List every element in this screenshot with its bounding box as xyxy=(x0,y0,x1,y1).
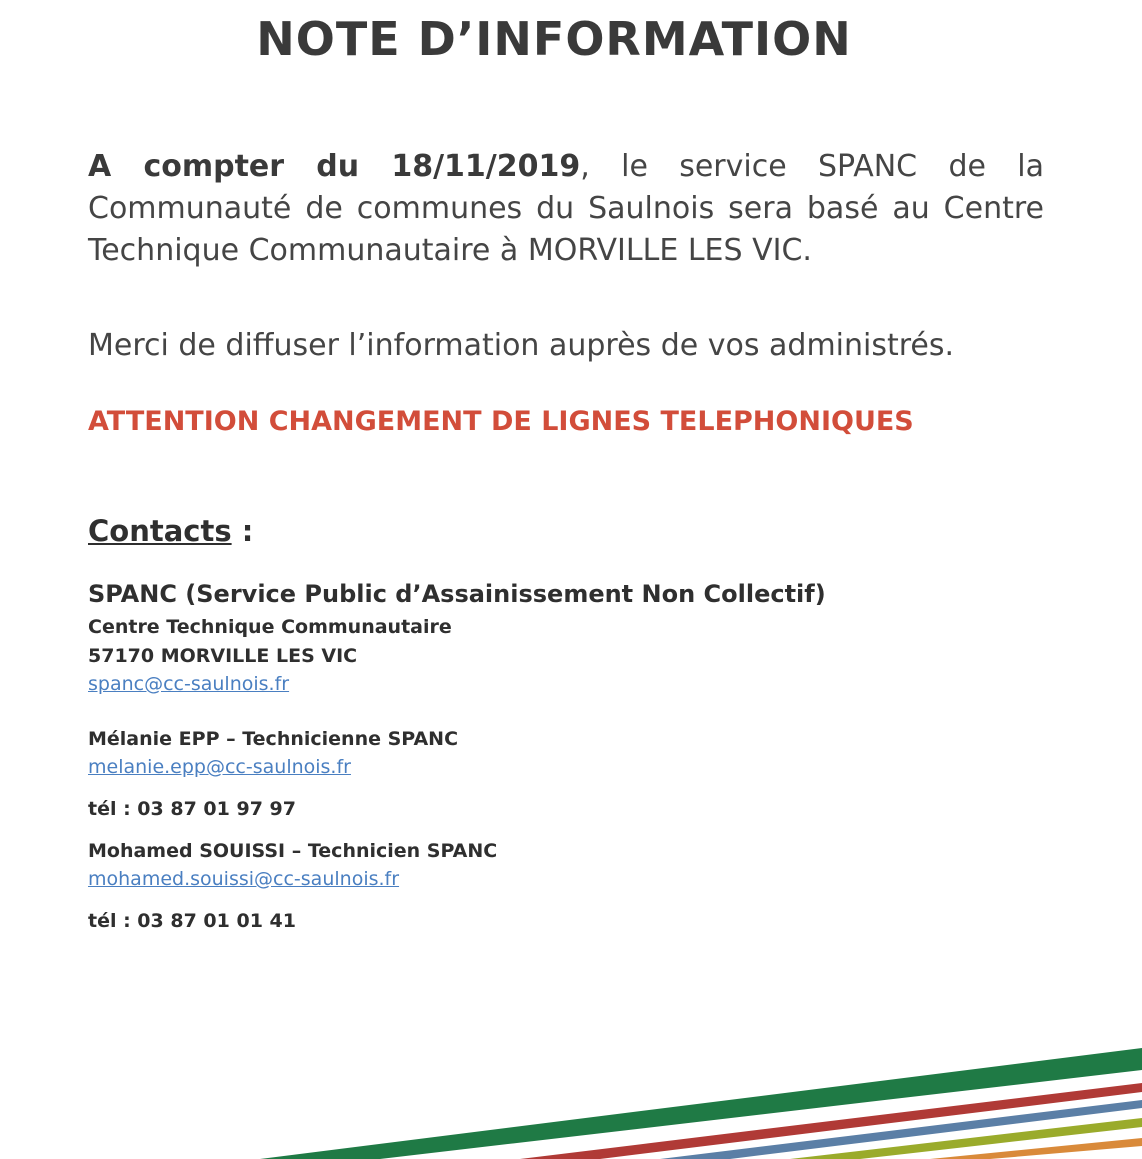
contacts-heading-label: Contacts xyxy=(88,514,232,548)
intro-paragraph xyxy=(88,146,1044,272)
contact-phone-melanie: tél : 03 87 01 97 97 xyxy=(88,798,296,820)
stripe-blue xyxy=(660,1100,1142,1159)
org-address-line2: 57170 MORVILLE LES VIC xyxy=(88,645,358,667)
contact-name-mohamed: Mohamed SOUISSI – Technicien SPANC xyxy=(88,840,498,862)
stripe-lime xyxy=(790,1118,1142,1159)
contact-phone-mohamed: tél : 03 87 01 01 41 xyxy=(88,910,296,932)
stripe-green xyxy=(260,1048,1142,1159)
diffusion-request: Merci de diffuser l’information auprès de vos administrés. xyxy=(88,328,955,363)
org-email-link[interactable]: spanc@cc-saulnois.fr xyxy=(88,673,290,695)
org-address-line1: Centre Technique Communautaire xyxy=(88,616,452,638)
page-title: NOTE D’INFORMATION xyxy=(256,12,852,66)
phone-change-alert: ATTENTION CHANGEMENT DE LIGNES TELEPHONIQUES xyxy=(88,406,914,437)
contact-name-melanie: Mélanie EPP – Technicienne SPANC xyxy=(88,728,459,750)
intro-text: , le service SPANC de la Communauté de communes du Saulnois sera basé au Centre Technique Communautaire à MORVILLE LES VIC. xyxy=(88,149,1044,268)
contact-email-melanie[interactable]: melanie.epp@cc-saulnois.fr xyxy=(88,756,351,778)
contacts-heading-colon: : xyxy=(231,514,254,548)
org-name: SPANC (Service Public d’Assainissement Non Collectif) xyxy=(88,580,826,608)
contacts-heading xyxy=(88,514,253,548)
stripe-red xyxy=(520,1083,1142,1159)
contact-email-mohamed[interactable]: mohamed.souissi@cc-saulnois.fr xyxy=(88,868,400,890)
stripe-orange xyxy=(930,1138,1142,1159)
intro-date-lead: A compter du 18/11/2019 xyxy=(88,149,581,184)
